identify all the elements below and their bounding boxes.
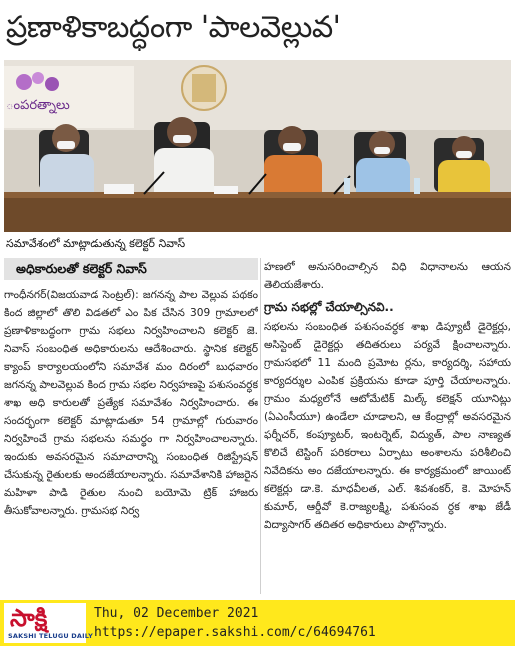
photo-caption: సమావేశంలో మాట్లాడుతున్న కలెక్టర్ నివాస్	[6, 237, 186, 250]
right-lead-paragraph: హణలో అనుసరించాల్సిన విధి విధానాలను ఆయన తెలియజేశారు.	[264, 261, 511, 291]
right-column	[264, 258, 511, 594]
logo-text: సాక్షి	[10, 604, 48, 632]
logo-subtext: SAKSHI TELUGU DAILY	[8, 632, 93, 640]
epaper-link[interactable]: https://epaper.sakshi.com/c/64694761	[94, 625, 376, 640]
right-subhead: గ్రామ సభల్లో చేయాల్సినవి..	[264, 300, 394, 314]
sakshi-logo	[4, 603, 93, 643]
footer-bar	[0, 600, 515, 646]
right-paragraph: సభలను సంబంధిత పశుసంవర్ధక శాఖ డిప్యూటీ డైరెక్టర్లు, అసిస్టెంట్ డైరెక్టర్లు తదితరులు పర్యవే క్షించాలన్నారు. గ్రామసభలో 11 మంది ప్రమోట ర్లను, కార్యదర్శి, సహాయ కార్యదర్శుల ఎంపిక ప్రక్రియను కూడా పూర్తి చేయాలన్నారు. గ్రామం మధ్యలోనే ఆటోమేటిక్ మిల్క్ కలెక్షన్ యూనిట్లు (ఏఎంసీయూ) ఉండేలా చూడాలని, ఆ కేంద్రాల్లో అవసరమైన ఫర్నీచర్, కంప్యూటర్, ఇంటర్నెట్, విద్యుత్, పాల నాణ్యత కొలిచే టెస్టింగ్ పరికరాలు ఏర్పాటు అంశాలను పరిశీలించి నివేదికను అం దజేయాలన్నారు. ఈ కార్యక్రమంలో జాయింట్ కలెక్టర్లు డా.కె. మాధవీలత, ఎల్. శివశంకర్, కె. మోహన్ కుమార్, ఆర్డీవో కె.రాజ్యలక్ష్మి, పశుసంవ ర్ధక శాఖ జేడీ విద్యాసాగర్ తదితర అధికారులు పాల్గొన్నారు.	[264, 321, 511, 531]
column-divider	[260, 258, 261, 594]
publish-date: Thu, 02 December 2021	[94, 606, 259, 621]
news-photo	[4, 60, 511, 232]
backdrop-text: ంపరత్నాలు	[6, 98, 70, 113]
headline: ప్రణాళికాబద్ధంగా 'పాలవెల్లువ'	[6, 10, 341, 45]
left-column	[4, 258, 258, 594]
left-subhead: అధికారులతో కలెక్టర్ నివాస్	[4, 258, 258, 280]
left-paragraph: గాంధీనగర్(విజయవాడ సెంట్రల్): జగనన్న పాల వెల్లువ పథకం కింద జిల్లాలో తొలి విడతలో ఎం పిక చేసిన 309 గ్రామాలలో ప్రణాళికాబద్ధంగా గ్రామ సభలు నిర్వహించాలని కలెక్టర్ జె. నివాస్ సంబంధిత అధికారులను ఆదేశించారు. స్థానిక కలెక్టర్ క్యాంప్ కార్యాలయంలోని సమావేశ మం దిరంలో బుధవారం జగనన్న పాలవెల్లువ కింద గ్రామ సభల నిర్వహణపై పశుసంవర్ధక శాఖ అధి కారులతో ప్రత్యేక సమావేశం నిర్వహించారు. ఈ సందర్భంగా కలెక్టర్ మాట్లాడుతూ 54 గ్రామాల్లో గురువారం నిర్వహించే గ్రామ సభలను సమర్థం గా నిర్వహించాలన్నారు. ఇందుకు అవసరమైన సమాచారాన్ని సంబంధిత రిజిస్ట్రేషన్ చేసుకున్న రైతులకు అందజేయాలన్నారు. సమావేశానికి హాజరైన మహిళా పాడి రైతుల నుంచి బయోమె ట్రిక్ హాజరు తీసుకోవాలన్నారు. గ్రామసభ నిర్వ	[4, 289, 258, 517]
